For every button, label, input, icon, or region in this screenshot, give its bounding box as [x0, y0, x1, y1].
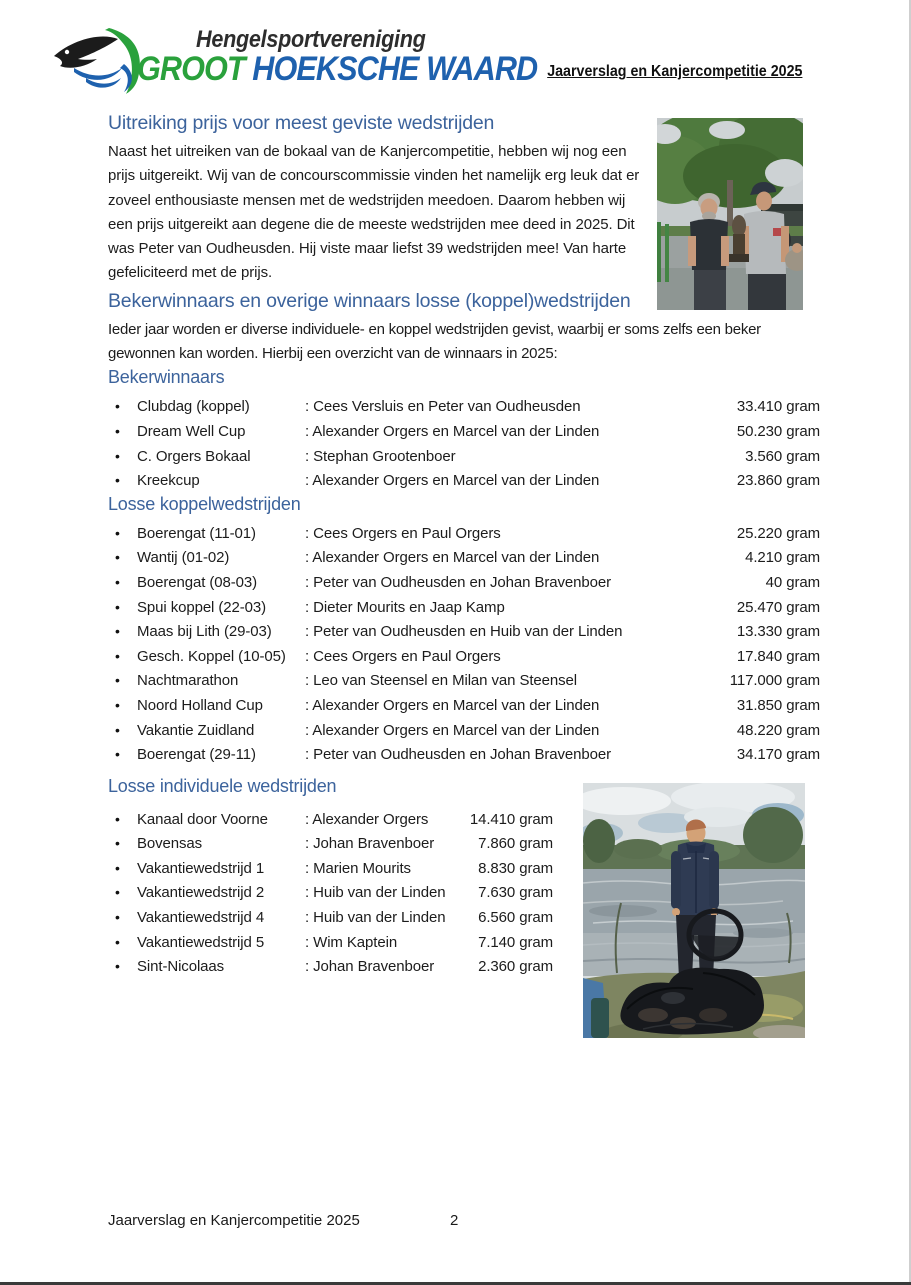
- winner-names: : Alexander Orgers: [305, 810, 429, 828]
- bullet-icon: •: [115, 524, 120, 541]
- table-row: [108, 394, 820, 419]
- winner-names: : Peter van Oudheusden en Huib van der Linden: [305, 623, 623, 641]
- weight-value: 33.410 gram: [736, 398, 820, 416]
- table-row: [108, 644, 820, 669]
- bullet-icon: •: [115, 472, 120, 489]
- winner-names: : Peter van Oudheusden en Johan Bravenboer: [305, 573, 612, 591]
- list-bekerwinnaars: [108, 394, 820, 492]
- weight-value: 25.470 gram: [736, 598, 820, 616]
- winner-names: : Stephan Grootenboer: [305, 447, 456, 465]
- event-name: Kanaal door Voorne: [137, 810, 268, 828]
- winner-names: : Huib van der Linden: [305, 884, 446, 902]
- bullet-icon: •: [115, 672, 120, 689]
- bullet-icon: •: [115, 598, 120, 615]
- winner-names: : Huib van der Linden: [305, 909, 446, 927]
- table-row: [108, 905, 553, 930]
- event-name: Dream Well Cup: [137, 422, 246, 440]
- weight-value: 23.860 gram: [736, 472, 820, 490]
- event-name: Noord Holland Cup: [137, 696, 263, 714]
- table-row: [108, 545, 820, 570]
- table-row: [108, 444, 820, 469]
- weight-value: 7.630 gram: [478, 884, 553, 902]
- winner-names: : Alexander Orgers en Marcel van der Linden: [305, 549, 600, 567]
- event-name: Wantij (01-02): [137, 549, 230, 567]
- weight-value: 25.220 gram: [736, 524, 820, 542]
- bullet-icon: •: [115, 549, 120, 566]
- logo-title-groot: GROOT: [137, 50, 245, 88]
- logo-title-hoeksche-waard: HOEKSCHE WAARD: [244, 50, 538, 88]
- winner-names: : Cees Orgers en Paul Orgers: [305, 647, 501, 665]
- photo-angler-with-catch: [583, 783, 805, 1038]
- bullet-icon: •: [115, 909, 120, 926]
- weight-value: 8.830 gram: [478, 859, 553, 877]
- paragraph-winners-overview: Ieder jaar worden er diverse individuele- en koppel wedstrijden gevist, waarbij er soms zelfs een beker gewonnen kan worden. Hierbij een overzicht van de winnaars in 2025:: [108, 320, 761, 363]
- event-name: Gesch. Koppel (10-05): [137, 647, 286, 665]
- bullet-icon: •: [115, 447, 120, 464]
- weight-value: 34.170 gram: [736, 746, 820, 764]
- event-name: C. Orgers Bokaal: [137, 447, 251, 465]
- weight-value: 3.560 gram: [745, 447, 820, 465]
- winner-names: : Leo van Steensel en Milan van Steensel: [305, 672, 578, 690]
- document-title: Jaarverslag en Kanjercompetitie 2025: [546, 63, 802, 80]
- bullet-icon: •: [115, 810, 120, 827]
- table-row: [108, 930, 553, 955]
- section-individueel: [108, 775, 820, 979]
- paragraph-prize: Naast het uitreiken van de bokaal van de Kanjercompetitie, hebben wij nog een prijs uitgereikt. Wij van de concourscommissie vinden het namelijk erg leuk dat er zoveel enthousiaste mensen met de wedstrijden meedoen. Daarom hebben wij een prijs uitgereikt aan degene die de meeste wedstrijden mee deed in 2025. Dit was Peter van Oudheusden. Hij viste maar liefst 39 wedstrijden mee! Van harte gefeliciteerd met de prijs.: [108, 143, 640, 282]
- weight-value: 14.410 gram: [469, 810, 553, 828]
- table-row: [108, 595, 820, 620]
- weight-value: 7.860 gram: [478, 835, 553, 853]
- table-row: [108, 419, 820, 444]
- page-footer: [108, 1212, 800, 1229]
- table-row: [108, 831, 553, 856]
- heading-winners-overview: Bekerwinnaars en overige winnaars losse (koppel)wedstrijden: [108, 289, 631, 312]
- winner-names: : Wim Kaptein: [305, 933, 398, 951]
- weight-value: 7.140 gram: [478, 933, 553, 951]
- photo-trophy-ceremony: [657, 118, 803, 310]
- weight-value: 6.560 gram: [478, 909, 553, 927]
- heading-losse-individuele-wedstrijden: Losse individuele wedstrijden: [108, 775, 337, 796]
- winner-names: : Alexander Orgers en Marcel van der Linden: [305, 422, 600, 440]
- event-name: Vakantie Zuidland: [137, 721, 255, 739]
- table-row: [108, 954, 553, 979]
- event-name: Vakantiewedstrijd 1: [137, 859, 265, 877]
- bullet-icon: •: [115, 746, 120, 763]
- section-prize: [108, 110, 820, 366]
- heading-losse-koppelwedstrijden: Losse koppelwedstrijden: [108, 493, 301, 514]
- bullet-icon: •: [115, 422, 120, 439]
- event-name: Boerengat (08-03): [137, 573, 258, 591]
- winner-names: : Peter van Oudheusden en Johan Bravenboer: [305, 746, 612, 764]
- event-name: Maas bij Lith (29-03): [137, 623, 272, 641]
- table-row: [108, 718, 820, 743]
- weight-value: 50.230 gram: [736, 422, 820, 440]
- winner-names: : Alexander Orgers en Marcel van der Linden: [305, 472, 600, 490]
- weight-value: 48.220 gram: [736, 721, 820, 739]
- bullet-icon: •: [115, 859, 120, 876]
- table-row: [108, 856, 553, 881]
- bullet-icon: •: [115, 933, 120, 950]
- weight-value: 2.360 gram: [478, 958, 553, 976]
- weight-value: 17.840 gram: [736, 647, 820, 665]
- table-row: [108, 880, 553, 905]
- event-name: Spui koppel (22-03): [137, 598, 267, 616]
- event-name: Sint-Nicolaas: [137, 958, 225, 976]
- bullet-icon: •: [115, 835, 120, 852]
- event-name: Kreekcup: [137, 472, 200, 490]
- event-name: Boerengat (11-01): [137, 524, 256, 542]
- bullet-icon: •: [115, 696, 120, 713]
- weight-value: 31.850 gram: [736, 696, 820, 714]
- table-row: [108, 468, 820, 493]
- table-row: [108, 693, 820, 718]
- bullet-icon: •: [115, 398, 120, 415]
- document-content: [108, 110, 820, 1038]
- winner-names: : Johan Bravenboer: [305, 958, 435, 976]
- bullet-icon: •: [115, 721, 120, 738]
- winner-names: : Marien Mourits: [305, 859, 411, 877]
- winner-names: : Dieter Mourits en Jaap Kamp: [305, 598, 505, 616]
- bullet-icon: •: [115, 958, 120, 975]
- footer-title: Jaarverslag en Kanjercompetitie 2025: [108, 1212, 360, 1229]
- heading-bekerwinnaars: Bekerwinnaars: [108, 367, 225, 388]
- winner-names: : Cees Orgers en Paul Orgers: [305, 524, 501, 542]
- bullet-icon: •: [115, 573, 120, 590]
- logo-title: [137, 50, 537, 88]
- winner-names: : Cees Versluis en Peter van Oudheusden: [305, 398, 581, 416]
- list-losse-koppelwedstrijden: [108, 521, 820, 767]
- logo-subtitle: Hengelsportvereniging: [196, 26, 426, 53]
- weight-value: 40 gram: [765, 573, 820, 591]
- event-name: Bovensas: [137, 835, 203, 853]
- winner-names: : Alexander Orgers en Marcel van der Linden: [305, 696, 600, 714]
- event-name: Vakantiewedstrijd 2: [137, 884, 265, 902]
- table-row: [108, 619, 820, 644]
- weight-value: 117.000 gram: [729, 672, 820, 690]
- weight-value: 4.210 gram: [745, 549, 820, 567]
- table-row: [108, 807, 553, 832]
- bullet-icon: •: [115, 884, 120, 901]
- winner-names: : Johan Bravenboer: [305, 835, 435, 853]
- table-row: [108, 570, 820, 595]
- bullet-icon: •: [115, 623, 120, 640]
- bullet-icon: •: [115, 647, 120, 664]
- event-name: Vakantiewedstrijd 4: [137, 909, 265, 927]
- weight-value: 13.330 gram: [736, 623, 820, 641]
- winner-names: : Alexander Orgers en Marcel van der Linden: [305, 721, 600, 739]
- event-name: Nachtmarathon: [137, 672, 239, 690]
- table-row: [108, 668, 820, 693]
- table-row: [108, 521, 820, 546]
- table-row: [108, 742, 820, 767]
- event-name: Boerengat (29-11): [137, 746, 256, 764]
- event-name: Vakantiewedstrijd 5: [137, 933, 265, 951]
- event-name: Clubdag (koppel): [137, 398, 250, 416]
- heading-prize: Uitreiking prijs voor meest geviste wedstrijden: [108, 112, 495, 134]
- footer-page-number: 2: [450, 1212, 459, 1229]
